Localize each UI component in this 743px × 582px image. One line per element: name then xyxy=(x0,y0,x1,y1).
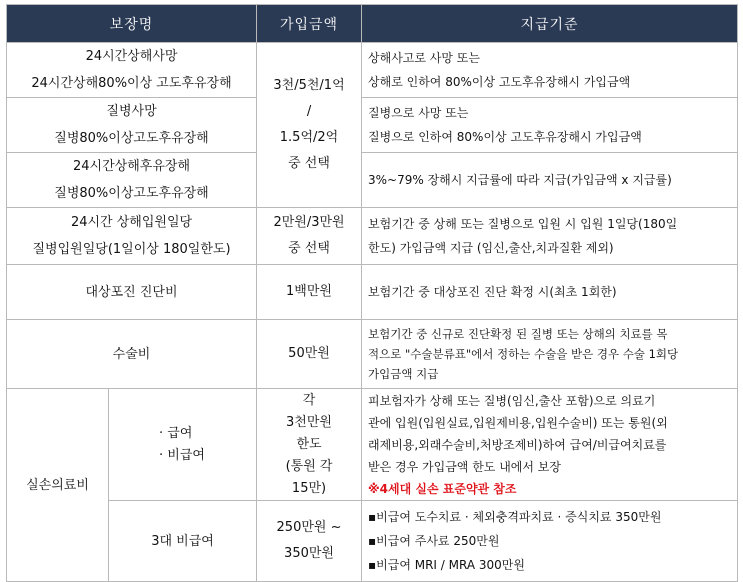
criteria-cell xyxy=(362,153,738,208)
amount-cell: 50만원 xyxy=(257,320,362,389)
criteria-line: 받은 경우 가입금액 한도 내에서 보장 xyxy=(368,459,561,474)
sub-item: · 비급여 xyxy=(159,447,205,463)
table-row xyxy=(7,43,738,98)
table-row xyxy=(7,208,738,265)
amount-cell-shared xyxy=(257,43,362,208)
coverage-name-line: 24시간상해80%이상 고도후유장해 xyxy=(31,76,232,91)
criteria-cell xyxy=(362,320,738,389)
amount-line: 350만원 xyxy=(284,546,334,561)
amount-cell xyxy=(257,389,362,501)
criteria-line: 한도) 가입금액 지급 (임신,출산,치과질환 제외) xyxy=(368,241,614,255)
group-name-cell: 실손의료비 xyxy=(7,389,109,582)
amount-line: 2만원/3만원 xyxy=(273,215,345,230)
table-row xyxy=(7,320,738,389)
coverage-name-line: 질병80%이상고도후유장해 xyxy=(54,131,209,146)
coverage-name-cell xyxy=(7,153,257,208)
criteria-line: 가입금액 지급 xyxy=(368,367,439,381)
criteria-line: 상해로 인하여 80%이상 고도후유장해시 가입금액 xyxy=(368,75,631,89)
criteria-line: 질병으로 사망 또는 xyxy=(368,106,469,120)
sub-item: · 급여 xyxy=(159,425,193,441)
amount-cell xyxy=(257,501,362,582)
coverage-name-line: 24시간 상해입원일당 xyxy=(70,215,193,230)
criteria-line: 관에 입원(입원실료,입원제비용,입원수술비) 또는 통원(외 xyxy=(368,415,668,430)
table-row xyxy=(7,98,738,153)
header-criteria: 지급기준 xyxy=(362,5,738,43)
header-amount: 가입금액 xyxy=(257,5,362,43)
amount-line: 3천만원 xyxy=(286,414,332,430)
amount-line: (통원 각 xyxy=(285,458,333,474)
amount-line: 250만원 ~ xyxy=(276,520,342,535)
table-row xyxy=(7,265,738,320)
table-row xyxy=(7,153,738,208)
amount-line: 1.5억/2억 xyxy=(279,130,339,145)
criteria-note: ※4세대 실손 표준약관 참조 xyxy=(368,481,517,496)
sub-name-cell: 3대 비급여 xyxy=(109,501,257,582)
criteria-line: 질병으로 인하여 80%이상 고도후유장해시 가입금액 xyxy=(368,130,642,144)
criteria-line: 래제비용,외래수술비,처방조제비)하여 급여/비급여치료를 xyxy=(368,437,667,452)
criteria-line: 상해사고로 사망 또는 xyxy=(368,51,480,65)
coverage-name-cell xyxy=(7,43,257,98)
coverage-name-line: 24시간상해사망 xyxy=(85,49,178,64)
sub-items-cell xyxy=(109,389,257,501)
criteria-line: 적으로 "수술분류표"에서 정하는 수술을 받은 경우 수술 1회당 xyxy=(368,347,679,361)
coverage-table xyxy=(6,4,738,582)
criteria-line: ▪비급여 주사료 250만원 xyxy=(368,534,500,548)
criteria-line: 피보험자가 상해 또는 질병(임신,출산 포함)으로 의료기 xyxy=(368,393,656,408)
table-row xyxy=(7,501,738,582)
table-header-row xyxy=(7,5,738,43)
coverage-name-cell xyxy=(7,208,257,265)
criteria-line: 보험기간 중 신규로 진단확정 된 질병 또는 상해의 치료를 목 xyxy=(368,327,668,341)
amount-line: 중 선택 xyxy=(288,241,330,256)
criteria-line: 3%~79% 장해시 지급률에 따라 지급(가입금액 x 지급률) xyxy=(368,173,672,187)
criteria-cell xyxy=(362,98,738,153)
criteria-line: 보험기간 중 상해 또는 질병으로 입원 시 입원 1일당(180일 xyxy=(368,217,678,231)
criteria-cell xyxy=(362,208,738,265)
amount-cell xyxy=(257,208,362,265)
table-row xyxy=(7,389,738,501)
coverage-name-line: 질병사망 xyxy=(106,104,157,119)
criteria-line: ▪비급여 MRI / MRA 300만원 xyxy=(368,558,525,572)
criteria-cell xyxy=(362,389,738,501)
coverage-name-line: 질병입원일당(1일이상 180일한도) xyxy=(32,242,231,257)
amount-line: 한도 xyxy=(296,436,322,452)
criteria-line: ▪비급여 도수치료 · 체외충격파치료 · 증식치료 350만원 xyxy=(368,510,662,524)
criteria-cell: 보험기간 중 대상포진 진단 확정 시(최초 1회한) xyxy=(362,265,738,320)
coverage-name-line: 질병80%이상고도후유장해 xyxy=(54,186,209,201)
amount-line: 중 선택 xyxy=(288,156,330,171)
amount-line: / xyxy=(306,104,312,119)
amount-cell: 1백만원 xyxy=(257,265,362,320)
criteria-cell xyxy=(362,501,738,582)
coverage-name-line: 24시간상해후유장해 xyxy=(73,159,191,174)
amount-line: 각 xyxy=(302,392,316,408)
amount-line: 3천/5천/1억 xyxy=(273,78,345,93)
header-coverage-name: 보장명 xyxy=(7,5,257,43)
coverage-name-cell xyxy=(7,98,257,153)
coverage-name-cell: 수술비 xyxy=(7,320,257,389)
amount-line: 15만) xyxy=(291,480,327,496)
coverage-name-cell: 대상포진 진단비 xyxy=(7,265,257,320)
criteria-cell xyxy=(362,43,738,98)
